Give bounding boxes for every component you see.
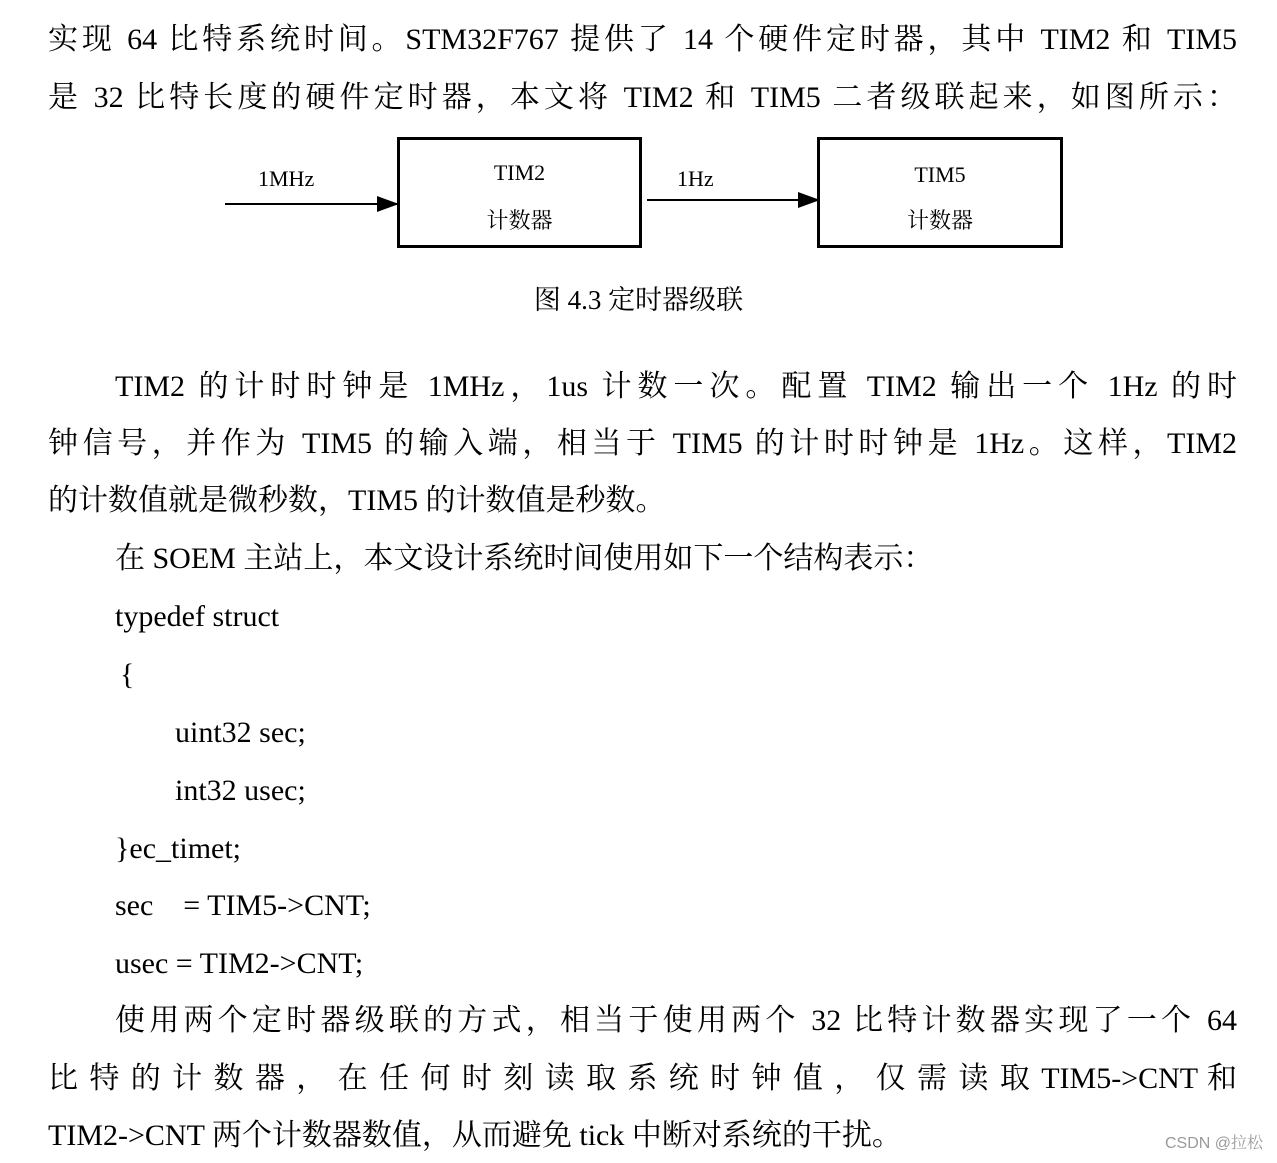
code-line: uint32 sec; [175,716,306,749]
link-arrow [647,199,818,201]
text-line: 的计数值就是微秒数，TIM5 的计数值是秒数。 [48,484,666,517]
text-line: TIM2 的计时时钟是 1MHz，1us 计数一次。配置 TIM2 输出一个 1Hz 的时 [115,370,1237,403]
code-line: }ec_timet; [115,832,242,865]
tim5-box [817,137,1063,248]
tim5-title: TIM5 [914,162,966,187]
watermark: CSDN @拉松 [1164,1135,1263,1152]
input-clock-label: 1MHz [258,166,315,191]
code-line: { [120,658,135,691]
text-line: 在 SOEM 主站上，本文设计系统时间使用如下一个结构表示： [115,542,934,575]
tim2-box [397,137,642,248]
text-line: 钟信号，并作为 TIM5 的输入端，相当于 TIM5 的计时时钟是 1Hz。这样，TIM2 [48,427,1237,460]
code-line: usec = TIM2->CNT; [115,947,364,980]
code-line: int32 usec; [175,774,306,807]
text-line: TIM2->CNT 两个计数器数值，从而避免 tick 中断对系统的干扰。 [48,1119,902,1152]
tim2-title: TIM2 [493,160,546,185]
text-line: 是 32 比特长度的硬件定时器，本文将 TIM2 和 TIM5 二者级联起来，如图所示： [48,81,1237,114]
tim2-subtitle: 计数器 [486,208,553,233]
input-arrow [225,203,397,205]
code-line: typedef struct [115,600,280,633]
text-line: 比 特 的 计 数 器 ， 在 任 何 时 刻 读 取 系 统 时 钟 值 ， 仅 需 读 取 TIM5->CNT 和 [48,1062,1237,1095]
code-line: sec = TIM5->CNT; [115,889,371,922]
figure-caption: 图 4.3 定时器级联 [533,285,744,315]
text-line: 实现 64 比特系统时间。STM32F767 提供了 14 个硬件定时器，其中 TIM2 和 TIM5 [48,23,1237,56]
link-clock-label: 1Hz [677,166,714,191]
tim5-subtitle: 计数器 [906,208,973,233]
text-line: 使用两个定时器级联的方式，相当于使用两个 32 比特计数器实现了一个 64 [115,1004,1237,1037]
